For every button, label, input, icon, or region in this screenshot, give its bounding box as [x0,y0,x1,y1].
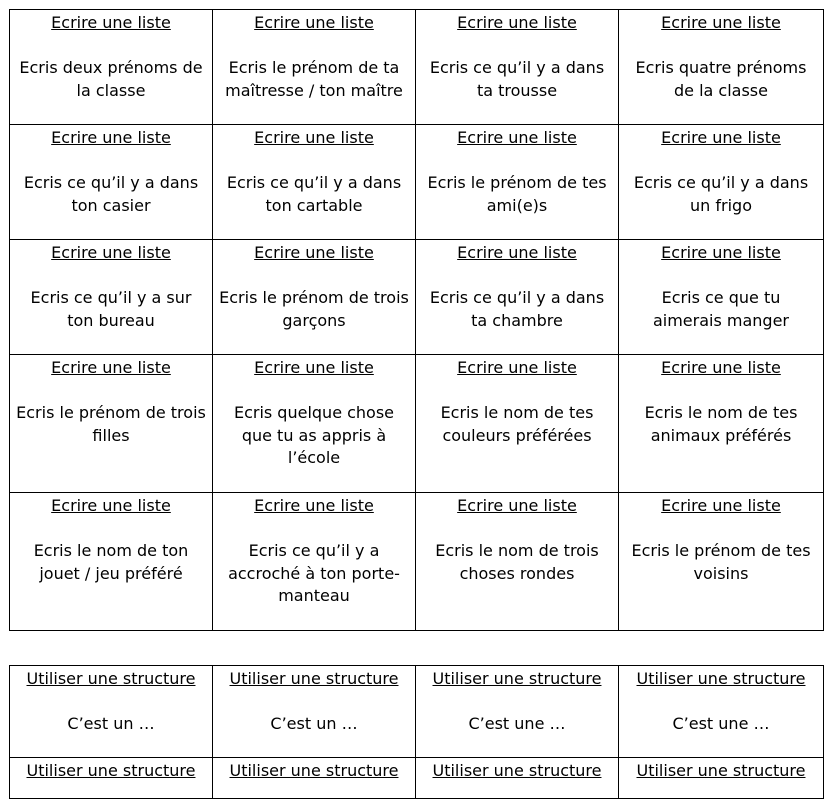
card-title: Ecrire une liste [254,358,374,377]
card-title: Ecrire une liste [51,358,171,377]
liste-card [10,355,213,493]
card-prompt: Ecris ce qu’il y a dans ton cartable [226,173,402,215]
card-title: Utiliser une structure [432,761,602,780]
card-prompt: Ecris deux prénoms de la classe [19,58,203,100]
liste-row [10,10,824,125]
card-prompt: C’est un … [67,714,155,733]
card-prompt: Ecris ce qu’il y a dans ton casier [23,173,199,215]
card-prompt: Ecris le nom de tes animaux préférés [644,403,798,445]
structure-card [213,758,416,799]
structure-card [619,666,824,758]
card-prompt: Ecris ce qu’il y a dans ta trousse [429,58,605,100]
card-title: Ecrire une liste [254,243,374,262]
liste-card [416,240,619,355]
card-title: Ecrire une liste [661,128,781,147]
card-title: Utiliser une structure [636,669,806,688]
card-prompt: Ecris ce que tu aimerais manger [652,288,790,330]
card-title: Ecrire une liste [51,496,171,515]
card-prompt: Ecris le prénom de trois garçons [219,288,409,330]
liste-card [416,125,619,240]
card-title: Ecrire une liste [51,128,171,147]
card-title: Ecrire une liste [457,496,577,515]
liste-card [619,355,824,493]
card-prompt: Ecris le nom de tes couleurs préférées [440,403,594,445]
card-title: Ecrire une liste [254,13,374,32]
card-prompt: Ecris le prénom de tes ami(e)s [427,173,607,215]
liste-card [416,493,619,631]
structure-card [416,758,619,799]
card-prompt: C’est une … [672,714,770,733]
card-title: Ecrire une liste [51,243,171,262]
structure-row [10,666,824,758]
card-title: Utiliser une structure [26,761,196,780]
card-title: Ecrire une liste [457,243,577,262]
card-title: Ecrire une liste [661,243,781,262]
liste-card [10,125,213,240]
liste-card [10,240,213,355]
liste-card [416,10,619,125]
liste-row [10,493,824,631]
card-prompt: Ecris le prénom de ta maîtresse / ton maître [225,58,403,100]
card-title: Ecrire une liste [661,358,781,377]
liste-card [10,10,213,125]
card-title: Ecrire une liste [661,496,781,515]
card-prompt: C’est une … [468,714,566,733]
liste-card [619,10,824,125]
structure-card [213,666,416,758]
structure-cards-table [9,665,824,799]
card-title: Ecrire une liste [51,13,171,32]
liste-cards-table [9,9,824,631]
structure-card [10,758,213,799]
card-prompt: Ecris quatre prénoms de la classe [635,58,807,100]
structure-card [619,758,824,799]
structure-card [10,666,213,758]
liste-card [10,493,213,631]
liste-card [619,240,824,355]
card-title: Utiliser une structure [229,669,399,688]
card-title: Utiliser une structure [229,761,399,780]
card-prompt: Ecris ce qu’il y a dans un frigo [633,173,809,215]
liste-row [10,240,824,355]
card-title: Ecrire une liste [457,128,577,147]
card-prompt: Ecris ce qu’il y a accroché à ton porte-manteau [228,541,400,605]
card-prompt: Ecris le prénom de trois filles [16,403,206,445]
card-title: Utiliser une structure [432,669,602,688]
liste-card [213,125,416,240]
liste-card [416,355,619,493]
card-prompt: Ecris le prénom de tes voisins [631,541,811,583]
card-prompt: Ecris le nom de ton jouet / jeu préféré [33,541,189,583]
card-prompt: C’est un … [270,714,358,733]
liste-row [10,355,824,493]
card-title: Ecrire une liste [661,13,781,32]
card-title: Ecrire une liste [457,358,577,377]
card-title: Ecrire une liste [254,128,374,147]
card-prompt: Ecris ce qu’il y a dans ta chambre [429,288,605,330]
structure-card [416,666,619,758]
card-prompt: Ecris quelque chose que tu as appris à l’école [233,403,395,467]
card-prompt: Ecris le nom de trois choses rondes [435,541,599,583]
liste-card [619,125,824,240]
card-title: Utiliser une structure [636,761,806,780]
liste-card [213,10,416,125]
card-title: Utiliser une structure [26,669,196,688]
liste-card [213,240,416,355]
liste-card [213,355,416,493]
card-title: Ecrire une liste [457,13,577,32]
liste-card [619,493,824,631]
liste-row [10,125,824,240]
structure-row [10,758,824,799]
card-prompt: Ecris ce qu’il y a sur ton bureau [30,288,192,330]
card-title: Ecrire une liste [254,496,374,515]
liste-card [213,493,416,631]
